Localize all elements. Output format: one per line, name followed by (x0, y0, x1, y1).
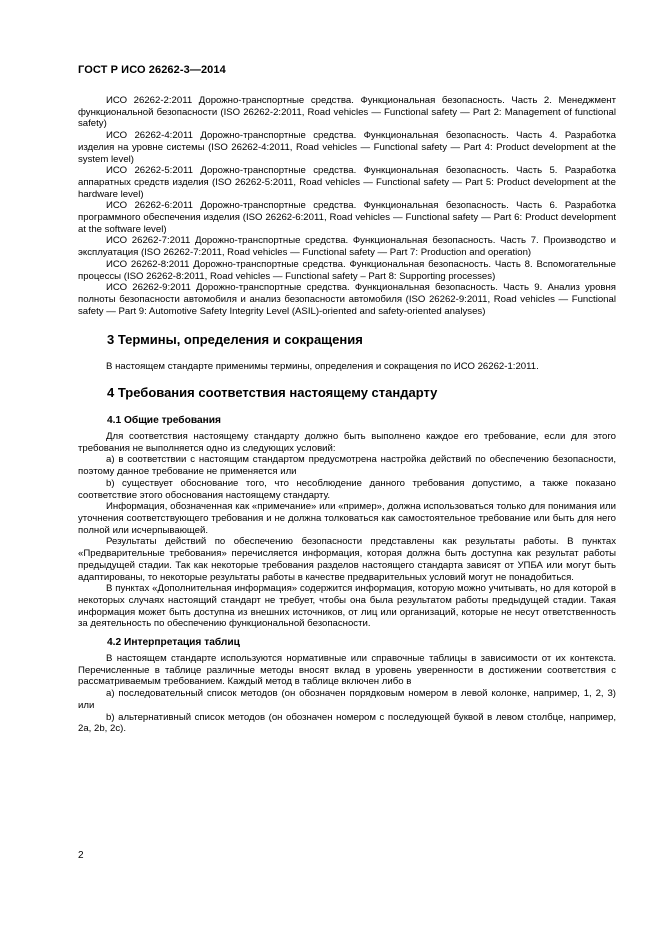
reference-item: ИСО 26262-9:2011 Дорожно-транспортные средства. Функциональная безопасность. Часть 9. Анализ уровня полноты безопасности автомобиля и анализ безопасности автомобиля (ISO 26262-9:2011, Road vehicles — Functional safety — Part 9: Automotive Safety Integrity Level (ASIL)-oriented and safety-oriented analyses) (78, 282, 616, 317)
section-4-heading: 4 Требования соответствия настоящему стандарту (107, 385, 438, 401)
reference-item: ИСО 26262-8:2011 Дорожно-транспортные средства. Функциональная безопасность. Часть 8. Вспомогательные процессы (ISO 26262-8:2011, Road vehicles — Functional safety – Part 8: Supporting processes) (78, 258, 616, 282)
reference-item: ИСО 26262-4:2011 Дорожно-транспортные средства. Функциональная безопасность. Часть 4. Разработка изделия на уровне системы (ISO 26262-4:2011, Road vehicles — Functional safety — Part 4: Product development at the system level) (78, 130, 616, 165)
document-header: ГОСТ Р ИСО 26262-3—2014 (78, 64, 226, 76)
reference-item: ИСО 26262-5:2011 Дорожно-транспортные средства. Функциональная безопасность. Часть 5. Разработка аппаратных средств изделия (ISO 26262-5:2011, Road vehicles — Functional safety — Part 5: Product development at the hardware level) (78, 165, 616, 200)
list-item: а) последовательный список методов (он обозначен порядковым номером в левой колонке, например, 1, 2, 3) или (78, 688, 616, 711)
paragraph: В пунктах «Дополнительная информация» содержится информация, которую можно учитывать, но для которой в некоторых случаях настоящий стандарт не требует, чтобы она была результатом работы предыдущей стадии. Такая информация может быть доступна из внешних источников, от лиц или организаций, которые не несут ответственность за деятельность по обеспечению функциональной безопасности. (78, 583, 616, 630)
paragraph: В настоящем стандарте используются нормативные или справочные таблицы в зависимости от их контекста. Перечисленные в таблице различные методы вносят вклад в уровень уверенности в достижении соответствия с рассматриваемым требованием. Каждый метод в таблице включен либо в (78, 653, 616, 688)
section-3-text: В настоящем стандарте применимы термины, определения и сокращения по ИСО 26262-1:2011. (106, 361, 539, 373)
reference-item: ИСО 26262-7:2011 Дорожно-транспортные средства. Функциональная безопасность. Часть 7. Производство и эксплуатация (ISO 26262-7:2011, Road vehicles — Functional safety — Part 7: Production and operation) (78, 235, 616, 259)
paragraph: Информация, обозначенная как «примечание» или «пример», должна использоваться только для понимания или уточнения соответствующего требования и не должна толковаться как самостоятельное требование или быть для него полной или исчерпывающей. (78, 501, 616, 536)
paragraph: Результаты действий по обеспечению безопасности представлены как результаты работы. В пунктах «Предварительные требования» перечисляется информация, которая должна быть доступна как результат работы предыдущей стадии. Так как некоторые требования разделов настоящего стандарта зависят от УПБА или могут быть адаптированы, то некоторые результаты работы в качестве предварительных условий могут не понадобиться. (78, 536, 616, 583)
paragraph: Для соответствия настоящему стандарту должно быть выполнено каждое его требование, если для этого требования не выполняется одно из следующих условий: (78, 431, 616, 454)
list-item: b) альтернативный список методов (он обозначен номером с последующей буквой в левом столбце, например, 2а, 2b, 2с). (78, 711, 616, 735)
references-list (78, 95, 616, 317)
list-item: b) существует обоснование того, что несоблюдение данного требования допустимо, а также показано соответствие этого обоснования настоящему стандарту. (78, 477, 616, 501)
list-item: a) в соответствии с настоящим стандартом предусмотрена настройка действий по обеспечению безопасности, поэтому данное требование не применяется или (78, 454, 616, 478)
section-4-1-heading: 4.1 Общие требования (107, 415, 221, 427)
page-number: 2 (78, 850, 84, 861)
reference-item: ИСО 26262-2:2011 Дорожно-транспортные средства. Функциональная безопасность. Часть 2. Менеджмент функциональной безопасности (ISO 26262-2:2011, Road vehicles — Functional safety — Part 2: Management of functional safety) (78, 95, 616, 130)
page-content (78, 95, 616, 735)
reference-item: ИСО 26262-6:2011 Дорожно-транспортные средства. Функциональная безопасность. Часть 6. Разработка программного обеспечения изделия (ISO 26262-6:2011, Road vehicles — Functional safety — Part 6: Product development at the software level) (78, 200, 616, 235)
section-3-heading: 3 Термины, определения и сокращения (107, 332, 363, 348)
section-4-2-heading: 4.2 Интерпретация таблиц (107, 637, 240, 649)
